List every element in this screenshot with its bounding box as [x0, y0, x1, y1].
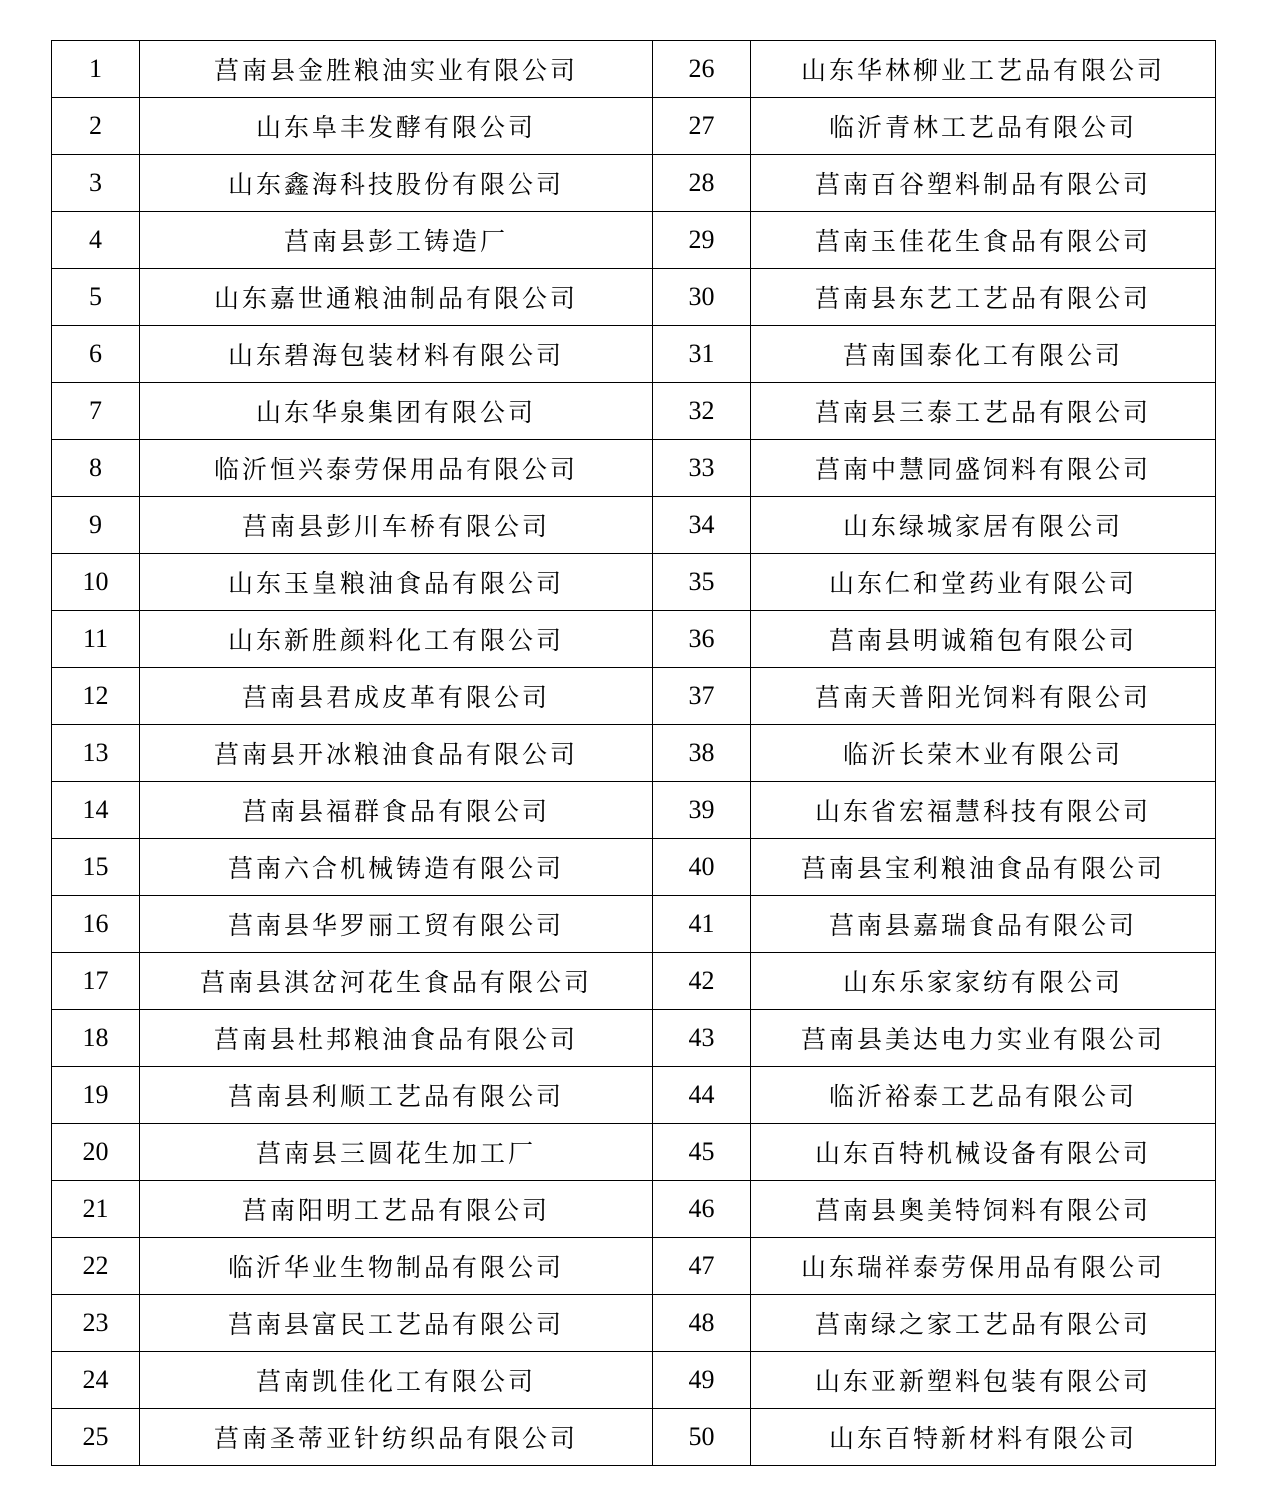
right-company-name-cell: 莒南绿之家工艺品有限公司 — [751, 1295, 1216, 1352]
right-company-name-cell: 山东百特机械设备有限公司 — [751, 1124, 1216, 1181]
right-company-name-cell: 临沂青林工艺品有限公司 — [751, 98, 1216, 155]
left-index-cell: 9 — [52, 497, 140, 554]
table-row — [52, 155, 1216, 212]
left-company-name-cell: 莒南县三圆花生加工厂 — [140, 1124, 653, 1181]
company-list-table — [51, 40, 1216, 1466]
right-index-cell: 38 — [653, 725, 751, 782]
right-company-name-cell: 临沂长荣木业有限公司 — [751, 725, 1216, 782]
table-row — [52, 782, 1216, 839]
right-index-cell: 26 — [653, 41, 751, 98]
left-index-cell: 3 — [52, 155, 140, 212]
left-company-name-cell: 山东华泉集团有限公司 — [140, 383, 653, 440]
table-row — [52, 1409, 1216, 1466]
right-company-name-cell: 莒南中慧同盛饲料有限公司 — [751, 440, 1216, 497]
left-index-cell: 2 — [52, 98, 140, 155]
table-row — [52, 1124, 1216, 1181]
left-index-cell: 10 — [52, 554, 140, 611]
right-company-name-cell: 莒南国泰化工有限公司 — [751, 326, 1216, 383]
right-company-name-cell: 莒南县宝利粮油食品有限公司 — [751, 839, 1216, 896]
right-company-name-cell: 山东绿城家居有限公司 — [751, 497, 1216, 554]
left-index-cell: 4 — [52, 212, 140, 269]
left-index-cell: 23 — [52, 1295, 140, 1352]
right-index-cell: 27 — [653, 98, 751, 155]
right-index-cell: 44 — [653, 1067, 751, 1124]
left-index-cell: 20 — [52, 1124, 140, 1181]
right-index-cell: 31 — [653, 326, 751, 383]
right-company-name-cell: 山东乐家家纺有限公司 — [751, 953, 1216, 1010]
right-company-name-cell: 莒南县明诚箱包有限公司 — [751, 611, 1216, 668]
table-row — [52, 1295, 1216, 1352]
right-index-cell: 32 — [653, 383, 751, 440]
left-company-name-cell: 山东玉皇粮油食品有限公司 — [140, 554, 653, 611]
right-company-name-cell: 莒南百谷塑料制品有限公司 — [751, 155, 1216, 212]
left-index-cell: 5 — [52, 269, 140, 326]
right-index-cell: 28 — [653, 155, 751, 212]
left-company-name-cell: 莒南县华罗丽工贸有限公司 — [140, 896, 653, 953]
table-row — [52, 896, 1216, 953]
left-company-name-cell: 莒南县福群食品有限公司 — [140, 782, 653, 839]
right-index-cell: 35 — [653, 554, 751, 611]
left-company-name-cell: 临沂恒兴泰劳保用品有限公司 — [140, 440, 653, 497]
table-row — [52, 725, 1216, 782]
right-index-cell: 45 — [653, 1124, 751, 1181]
table-row — [52, 212, 1216, 269]
left-index-cell: 11 — [52, 611, 140, 668]
left-index-cell: 24 — [52, 1352, 140, 1409]
left-index-cell: 13 — [52, 725, 140, 782]
left-index-cell: 14 — [52, 782, 140, 839]
left-company-name-cell: 莒南阳明工艺品有限公司 — [140, 1181, 653, 1238]
left-index-cell: 21 — [52, 1181, 140, 1238]
right-index-cell: 48 — [653, 1295, 751, 1352]
table-row — [52, 1181, 1216, 1238]
left-index-cell: 1 — [52, 41, 140, 98]
table-row — [52, 383, 1216, 440]
left-company-name-cell: 莒南县富民工艺品有限公司 — [140, 1295, 653, 1352]
left-index-cell: 15 — [52, 839, 140, 896]
right-company-name-cell: 山东华林柳业工艺品有限公司 — [751, 41, 1216, 98]
right-company-name-cell: 临沂裕泰工艺品有限公司 — [751, 1067, 1216, 1124]
right-company-name-cell: 山东亚新塑料包装有限公司 — [751, 1352, 1216, 1409]
left-company-name-cell: 山东嘉世通粮油制品有限公司 — [140, 269, 653, 326]
right-index-cell: 43 — [653, 1010, 751, 1067]
right-company-name-cell: 莒南县东艺工艺品有限公司 — [751, 269, 1216, 326]
left-index-cell: 12 — [52, 668, 140, 725]
left-company-name-cell: 莒南县利顺工艺品有限公司 — [140, 1067, 653, 1124]
left-company-name-cell: 莒南县杜邦粮油食品有限公司 — [140, 1010, 653, 1067]
table-row — [52, 1010, 1216, 1067]
right-company-name-cell: 山东百特新材料有限公司 — [751, 1409, 1216, 1466]
left-company-name-cell: 莒南县开冰粮油食品有限公司 — [140, 725, 653, 782]
left-company-name-cell: 山东阜丰发酵有限公司 — [140, 98, 653, 155]
left-index-cell: 18 — [52, 1010, 140, 1067]
table-row — [52, 953, 1216, 1010]
left-index-cell: 17 — [52, 953, 140, 1010]
right-company-name-cell: 莒南玉佳花生食品有限公司 — [751, 212, 1216, 269]
left-company-name-cell: 莒南县金胜粮油实业有限公司 — [140, 41, 653, 98]
table-row — [52, 440, 1216, 497]
right-index-cell: 41 — [653, 896, 751, 953]
left-company-name-cell: 山东新胜颜料化工有限公司 — [140, 611, 653, 668]
left-company-name-cell: 莒南圣蒂亚针纺织品有限公司 — [140, 1409, 653, 1466]
company-list-body — [52, 41, 1216, 1466]
left-index-cell: 25 — [52, 1409, 140, 1466]
right-index-cell: 33 — [653, 440, 751, 497]
table-row — [52, 41, 1216, 98]
table-row — [52, 497, 1216, 554]
table-row — [52, 1352, 1216, 1409]
left-index-cell: 6 — [52, 326, 140, 383]
right-company-name-cell: 莒南天普阳光饲料有限公司 — [751, 668, 1216, 725]
left-index-cell: 22 — [52, 1238, 140, 1295]
right-company-name-cell: 莒南县美达电力实业有限公司 — [751, 1010, 1216, 1067]
right-index-cell: 46 — [653, 1181, 751, 1238]
right-index-cell: 47 — [653, 1238, 751, 1295]
left-company-name-cell: 莒南六合机械铸造有限公司 — [140, 839, 653, 896]
right-index-cell: 50 — [653, 1409, 751, 1466]
table-row — [52, 554, 1216, 611]
right-company-name-cell: 山东仁和堂药业有限公司 — [751, 554, 1216, 611]
left-index-cell: 8 — [52, 440, 140, 497]
left-company-name-cell: 莒南县彭川车桥有限公司 — [140, 497, 653, 554]
table-row — [52, 839, 1216, 896]
right-company-name-cell: 山东省宏福慧科技有限公司 — [751, 782, 1216, 839]
table-row — [52, 98, 1216, 155]
right-index-cell: 36 — [653, 611, 751, 668]
left-index-cell: 7 — [52, 383, 140, 440]
right-company-name-cell: 莒南县奥美特饲料有限公司 — [751, 1181, 1216, 1238]
left-company-name-cell: 莒南凯佳化工有限公司 — [140, 1352, 653, 1409]
table-row — [52, 326, 1216, 383]
right-index-cell: 30 — [653, 269, 751, 326]
table-row — [52, 269, 1216, 326]
left-company-name-cell: 莒南县淇岔河花生食品有限公司 — [140, 953, 653, 1010]
left-company-name-cell: 莒南县君成皮革有限公司 — [140, 668, 653, 725]
right-index-cell: 29 — [653, 212, 751, 269]
right-index-cell: 42 — [653, 953, 751, 1010]
right-index-cell: 40 — [653, 839, 751, 896]
table-row — [52, 1238, 1216, 1295]
table-row — [52, 668, 1216, 725]
left-index-cell: 16 — [52, 896, 140, 953]
left-company-name-cell: 莒南县彭工铸造厂 — [140, 212, 653, 269]
right-company-name-cell: 莒南县嘉瑞食品有限公司 — [751, 896, 1216, 953]
left-company-name-cell: 临沂华业生物制品有限公司 — [140, 1238, 653, 1295]
left-company-name-cell: 山东碧海包装材料有限公司 — [140, 326, 653, 383]
right-index-cell: 34 — [653, 497, 751, 554]
right-index-cell: 39 — [653, 782, 751, 839]
right-index-cell: 37 — [653, 668, 751, 725]
left-index-cell: 19 — [52, 1067, 140, 1124]
table-row — [52, 1067, 1216, 1124]
right-company-name-cell: 山东瑞祥泰劳保用品有限公司 — [751, 1238, 1216, 1295]
right-company-name-cell: 莒南县三泰工艺品有限公司 — [751, 383, 1216, 440]
right-index-cell: 49 — [653, 1352, 751, 1409]
left-company-name-cell: 山东鑫海科技股份有限公司 — [140, 155, 653, 212]
table-row — [52, 611, 1216, 668]
